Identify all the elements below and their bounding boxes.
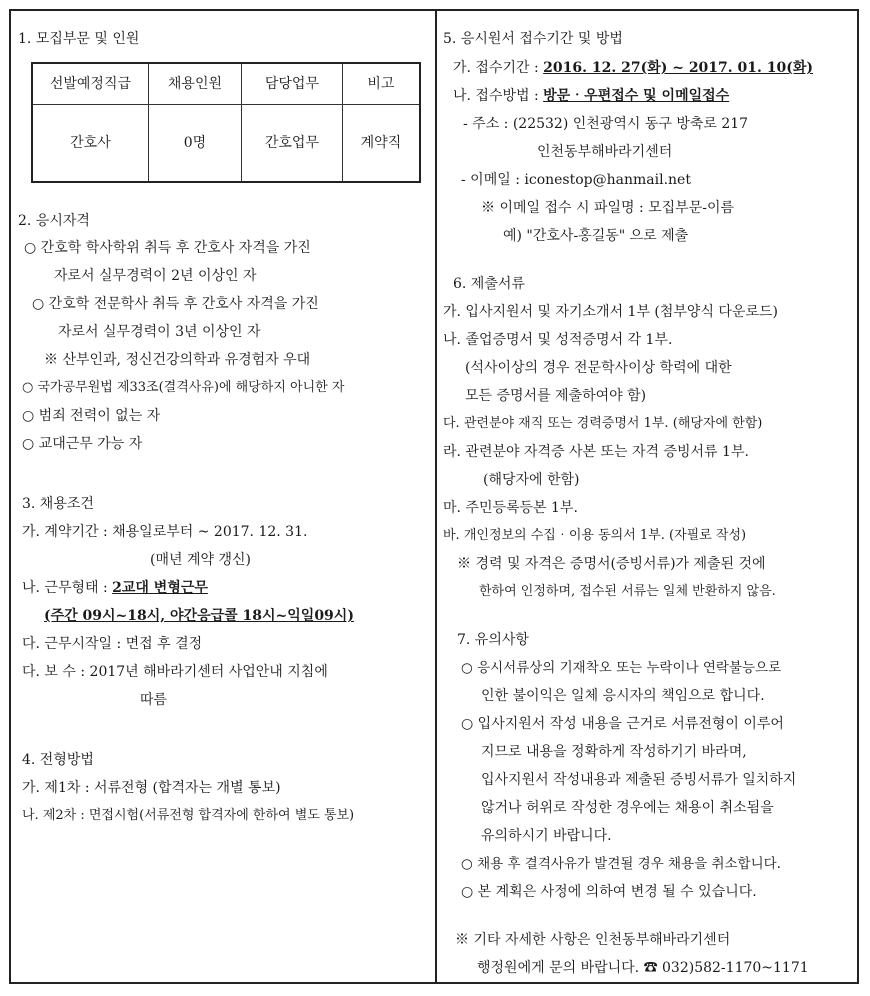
qualification-item-cont: 자로서 실무경력이 3년 이상인 자 [58,324,261,340]
phone-icon: ☎ [643,960,658,976]
screening-item: 가. 제1차 : 서류전형 (합격자는 개별 통보) [22,780,281,796]
table-header: 채용인원 [148,63,241,105]
application-method [453,83,729,109]
section-6-title: 6. 제출서류 [453,276,525,292]
table-header: 선발예정직급 [32,63,148,105]
qualification-item: ○ 간호학 전문학사 취득 후 간호사 자격을 가진 [32,296,319,312]
document-item: 라. 관련분야 자격증 사본 또는 자격 증빙서류 1부. [443,444,749,460]
table-header: 비고 [342,63,420,105]
table-cell: 간호사 [32,105,148,183]
application-period [453,55,813,81]
qualification-item: ○ 교대근무 가능 자 [22,436,143,452]
work-hours: (주간 09시~18시, 야간응급콜 18시~익일09시) [44,608,354,624]
method-value: 방문‧우편접수 및 이메일접수 [543,88,730,104]
qualification-item: ○ 국가공무원법 제33조(결격사유)에 해당하지 아니한 자 [22,380,345,395]
notice-item-cont: 지므로 내용을 정확하게 작성하기기 바라며, [481,744,747,760]
preference-note: ※ 산부인과, 정신건강의학과 유경험자 우대 [44,352,311,368]
method-label: 나. 접수방법 : [453,88,544,104]
condition-item: 가. 계약기간 : 채용일로부터 ~ 2017. 12. 31. [22,524,308,540]
period-value: 2016. 12. 27(화) ~ 2017. 01. 10(화) [543,60,814,76]
address-cont: 인천동부해바라기센터 [537,144,673,160]
section-4-title: 4. 전형방법 [22,752,94,768]
qualification-item: ○ 간호학 학사학위 취득 후 간호사 자격을 가진 [24,240,311,256]
notice-item: ○ 본 계획은 사정에 의하여 변경 될 수 있습니다. [461,884,757,900]
address: - 주소 : (22532) 인천광역시 동구 방축로 217 [463,116,749,132]
document-note: ※ 경력 및 자격은 증명서(증빙서류)가 제출된 것에 [457,556,766,572]
table-header-row [32,63,420,105]
document-item: 마. 주민등록등본 1부. [443,500,578,516]
table-row [32,105,420,183]
notice-item: ○ 입사지원서 작성 내용을 근거로 서류전형이 이루어 [461,716,784,732]
section-3-title: 3. 채용조건 [22,496,94,512]
condition-item: 다. 근무시작일 : 면접 후 결정 [22,636,203,652]
section-5-title: 5. 응시원서 접수기간 및 방법 [443,31,623,47]
contact-text: 행정원에게 문의 바랍니다. [477,960,644,976]
table-cell: 간호업무 [242,105,343,183]
document-item: 가. 입사지원서 및 자기소개서 1부 (첨부양식 다운로드) [443,304,778,320]
document-item-cont: (해당자에 한함) [483,472,580,488]
condition-item: 다. 보 수 : 2017년 해바라기센터 사업안내 지침에 [22,664,328,680]
notice-item-cont: 인한 불이익은 일체 응시자의 책임으로 합니다. [481,688,765,704]
footer-contact [477,955,809,981]
condition-label: 나. 근무형태 : [22,580,113,596]
document-note-cont: 한하여 인정하며, 접수된 서류는 일체 반환하지 않음. [479,584,776,599]
table-cell: 0명 [148,105,241,183]
document-item-cont: 모든 증명서를 제출하여야 함) [465,388,647,404]
section-1-title: 1. 모집부문 및 인원 [18,31,140,47]
section-2-title: 2. 응시자격 [18,213,90,229]
document-item: 다. 관련분야 재직 또는 경력증명서 1부. (해당자에 한함) [443,416,763,431]
notice-item-cont: 않거나 허위로 작성한 경우에는 채용이 취소됨을 [481,800,774,816]
footer-note: ※ 기타 자세한 사항은 인천동부해바라기센터 [455,932,731,948]
notice-item: ○ 채용 후 결격사유가 발견될 경우 채용을 취소합니다. [461,856,781,872]
qualification-item-cont: 자로서 실무경력이 2년 이상인 자 [54,268,257,284]
email-line: - 이메일 : iconestop@hanmail.net [461,172,691,188]
table-cell: 계약직 [342,105,420,183]
notice-item: ○ 응시서류상의 기재착오 또는 누락이나 연락불능으로 [461,660,782,676]
document-item: 나. 졸업증명서 및 성적증명서 각 1부. [443,332,673,348]
qualification-item: ○ 범죄 전력이 없는 자 [22,408,161,424]
screening-item: 나. 제2차 : 면접시험(서류전형 합격자에 한하여 별도 통보) [22,808,355,823]
column-divider [435,9,437,984]
table-header: 담당업무 [242,63,343,105]
email-example: 예) "간호사-홍길동" 으로 제출 [503,228,689,244]
condition-item-cont: (매년 계약 갱신) [150,552,251,568]
section-7-title: 7. 유의사항 [457,632,529,648]
notice-item-cont: 유의하시기 바랍니다. [481,828,612,844]
document-item: 바. 개인정보의 수집‧이용 동의서 1부. (자필로 작성) [443,528,747,543]
condition-item [22,575,208,601]
phone-number: 032)582-1170~1171 [657,960,809,976]
period-label: 가. 접수기간 : [453,60,544,76]
notice-item-cont: 입사지원서 작성내용과 제출된 증빙서류가 일치하지 [481,772,797,788]
condition-item-cont: 따름 [140,692,168,708]
work-type-value: 2교대 변형근무 [112,580,208,596]
recruitment-table [31,62,421,183]
email-note: ※ 이메일 접수 시 파일명 : 모집부문-이름 [481,200,735,216]
document-item-cont: (석사이상의 경우 전문학사이상 학력에 대한 [465,360,732,376]
